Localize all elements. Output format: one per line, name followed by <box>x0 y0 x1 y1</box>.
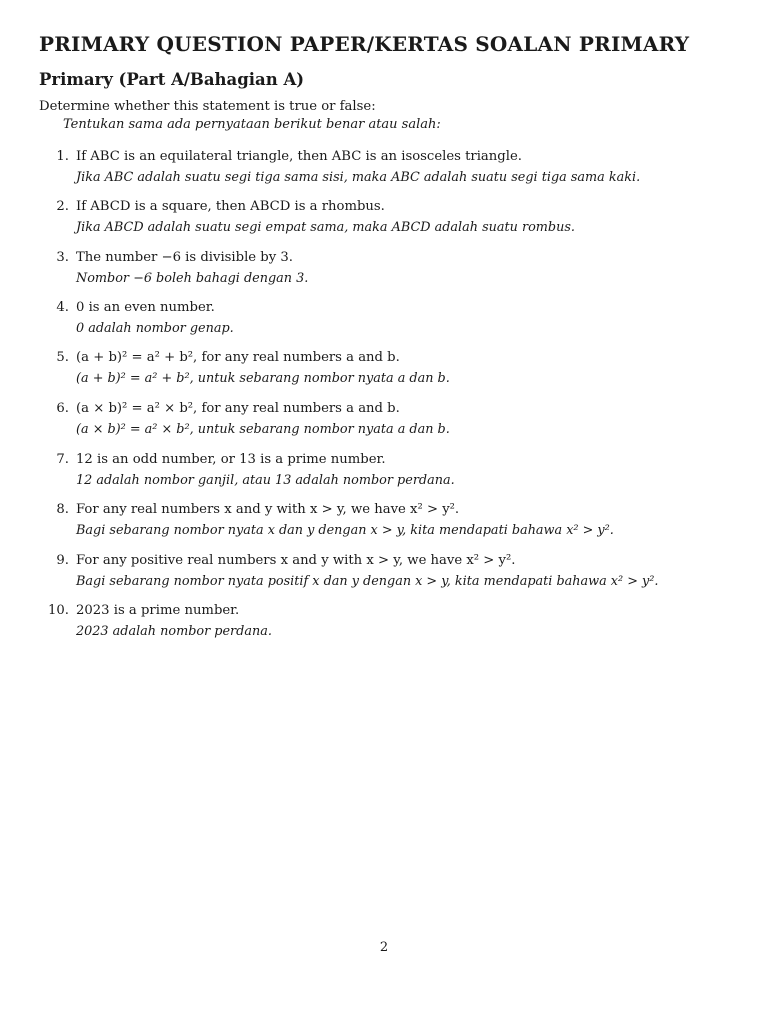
question-number: 4. <box>56 300 69 315</box>
question-number: 5. <box>56 350 69 365</box>
instruction-english: Determine whether this statement is true or false: <box>39 99 376 114</box>
question-malay: (a + b)² = a² + b², untuk sebarang nombor nyata a dan b. <box>76 371 450 386</box>
question-malay: Jika ABC adalah suatu segi tiga sama sisi, maka ABC adalah suatu segi tiga sama kaki. <box>76 170 641 185</box>
question-number: 7. <box>56 452 69 467</box>
question-english: 0 is an even number. <box>76 300 215 315</box>
question-malay: Bagi sebarang nombor nyata positif x dan y dengan x > y, kita mendapati bahawa x² > y². <box>76 574 659 589</box>
question-malay: 2023 adalah nombor perdana. <box>76 624 272 639</box>
question-malay: 12 adalah nombor ganjil, atau 13 adalah nombor perdana. <box>76 473 455 488</box>
question-malay: (a × b)² = a² × b², untuk sebarang nombor nyata a dan b. <box>76 422 450 437</box>
question-number: 10. <box>48 603 69 618</box>
question-english: The number −6 is divisible by 3. <box>76 250 293 265</box>
question-malay: Bagi sebarang nombor nyata x dan y dengan x > y, kita mendapati bahawa x² > y². <box>76 523 614 538</box>
question-number: 9. <box>56 553 69 568</box>
question-number: 2. <box>56 199 69 214</box>
question-english: 12 is an odd number, or 13 is a prime number. <box>76 452 386 467</box>
question-english: 2023 is a prime number. <box>76 603 240 618</box>
question-malay: Jika ABCD adalah suatu segi empat sama, maka ABCD adalah suatu rombus. <box>76 220 575 235</box>
page-number: 2 <box>379 940 389 955</box>
question-number: 6. <box>56 401 69 416</box>
question-english: (a + b)² = a² + b², for any real numbers a and b. <box>76 350 400 365</box>
question-english: (a × b)² = a² × b², for any real numbers a and b. <box>76 401 400 416</box>
instruction-malay: Tentukan sama ada pernyataan berikut benar atau salah: <box>63 117 441 132</box>
question-english: For any positive real numbers x and y with x > y, we have x² > y². <box>76 553 516 568</box>
section-heading: Primary (Part A/Bahagian A) <box>39 70 305 89</box>
question-english: For any real numbers x and y with x > y, we have x² > y². <box>76 502 460 517</box>
question-number: 3. <box>56 250 69 265</box>
paper-title: PRIMARY QUESTION PAPER/KERTAS SOALAN PRIMARY <box>39 32 690 56</box>
question-english: If ABC is an equilateral triangle, then ABC is an isosceles triangle. <box>76 149 522 164</box>
question-number: 1. <box>56 149 69 164</box>
question-malay: Nombor −6 boleh bahagi dengan 3. <box>76 271 309 286</box>
question-number: 8. <box>56 502 69 517</box>
question-malay: 0 adalah nombor genap. <box>76 321 234 336</box>
question-english: If ABCD is a square, then ABCD is a rhombus. <box>76 199 385 214</box>
